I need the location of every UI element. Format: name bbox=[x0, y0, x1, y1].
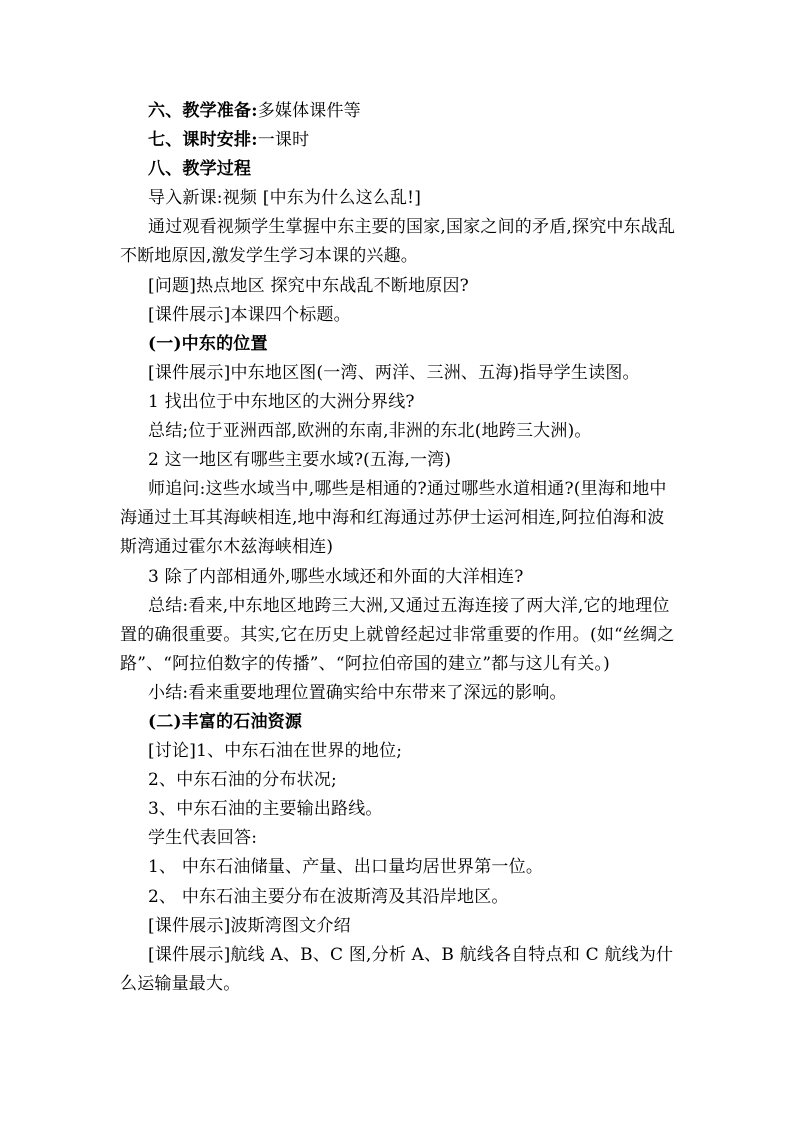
discussion-item-3: 3、中东石油的主要输出路线。 bbox=[148, 799, 383, 820]
intro-line: 导入新课:视频 [中东为什么这么乱!] bbox=[148, 188, 422, 209]
teaching-process-heading: 八、教学过程 bbox=[148, 159, 252, 180]
class-schedule-value: 一课时 bbox=[257, 130, 310, 151]
section-oil-heading: (二)丰富的石油资源 bbox=[148, 711, 303, 732]
section-location-heading: (一)中东的位置 bbox=[148, 333, 268, 354]
teaching-preparation-line bbox=[120, 97, 680, 126]
answer-1: 1、 中东石油储量、产量、出口量均居世界第一位。 bbox=[148, 857, 544, 878]
class-schedule-line bbox=[120, 126, 680, 155]
student-answer-heading: 学生代表回答: bbox=[148, 828, 258, 849]
answer-2: 2、 中东石油主要分布在波斯湾及其沿岸地区。 bbox=[148, 886, 509, 907]
courseware-show-map: [课件展示]中东地区图(一湾、两洋、三洲、五海)指导学生读图。 bbox=[148, 362, 640, 383]
discussion-item-1: [讨论]1、中东石油在世界的地位; bbox=[148, 741, 403, 762]
class-schedule-label: 七、课时安排: bbox=[148, 130, 258, 151]
question-line: [问题]热点地区 探究中东战乱不断地原因? bbox=[148, 275, 469, 296]
courseware-show-routes: [课件展示]航线 A、B、C 图,分析 A、B 航线各自特点和 C 航线为什么运输量最大。 bbox=[120, 944, 674, 994]
courseware-show-titles: [课件展示]本课四个标题。 bbox=[148, 304, 351, 325]
small-summary: 小结:看来重要地理位置确实给中东带来了深远的影响。 bbox=[148, 682, 567, 703]
summary-location: 总结;位于亚洲西部,欧洲的东南,非洲的东北(地跨三大洲)。 bbox=[148, 421, 592, 442]
summary-importance: 总结:看来,中东地区地跨三大洲,又通过五海连接了两大洋,它的地理位置的确很重要。其实,它在历史上就曾经起过非常重要的作用。(如“丝绸之路”、“阿拉伯数字的传播”、“阿拉伯帝国的建立”都与这儿有关。) bbox=[120, 595, 675, 674]
intro-paragraph: 通过观看视频学生掌握中东主要的国家,国家之间的矛盾,探究中东战乱不断地原因,激发学生学习本课的兴趣。 bbox=[120, 217, 676, 267]
teacher-follow-up: 师追问:这些水域当中,哪些是相通的?通过哪些水道相通?(里海和地中海通过土耳其海峡相连,地中海和红海通过苏伊士运河相连,阿拉伯海和波斯湾通过霍尔木兹海峡相连) bbox=[120, 479, 667, 558]
question-3: 3 除了内部相通外,哪些水域还和外面的大洋相连? bbox=[148, 566, 524, 587]
question-1: 1 找出位于中东地区的大洲分界线? bbox=[148, 391, 415, 412]
question-2: 2 这一地区有哪些主要水域?(五海,一湾) bbox=[148, 450, 452, 471]
courseware-show-persian-gulf: [课件展示]波斯湾图文介绍 bbox=[148, 915, 351, 936]
discussion-item-2: 2、中东石油的分布状况; bbox=[148, 770, 337, 791]
teaching-preparation-value: 多媒体课件等 bbox=[257, 101, 361, 121]
teaching-preparation-label: 六、教学准备: bbox=[148, 101, 258, 121]
document-body bbox=[120, 97, 680, 999]
